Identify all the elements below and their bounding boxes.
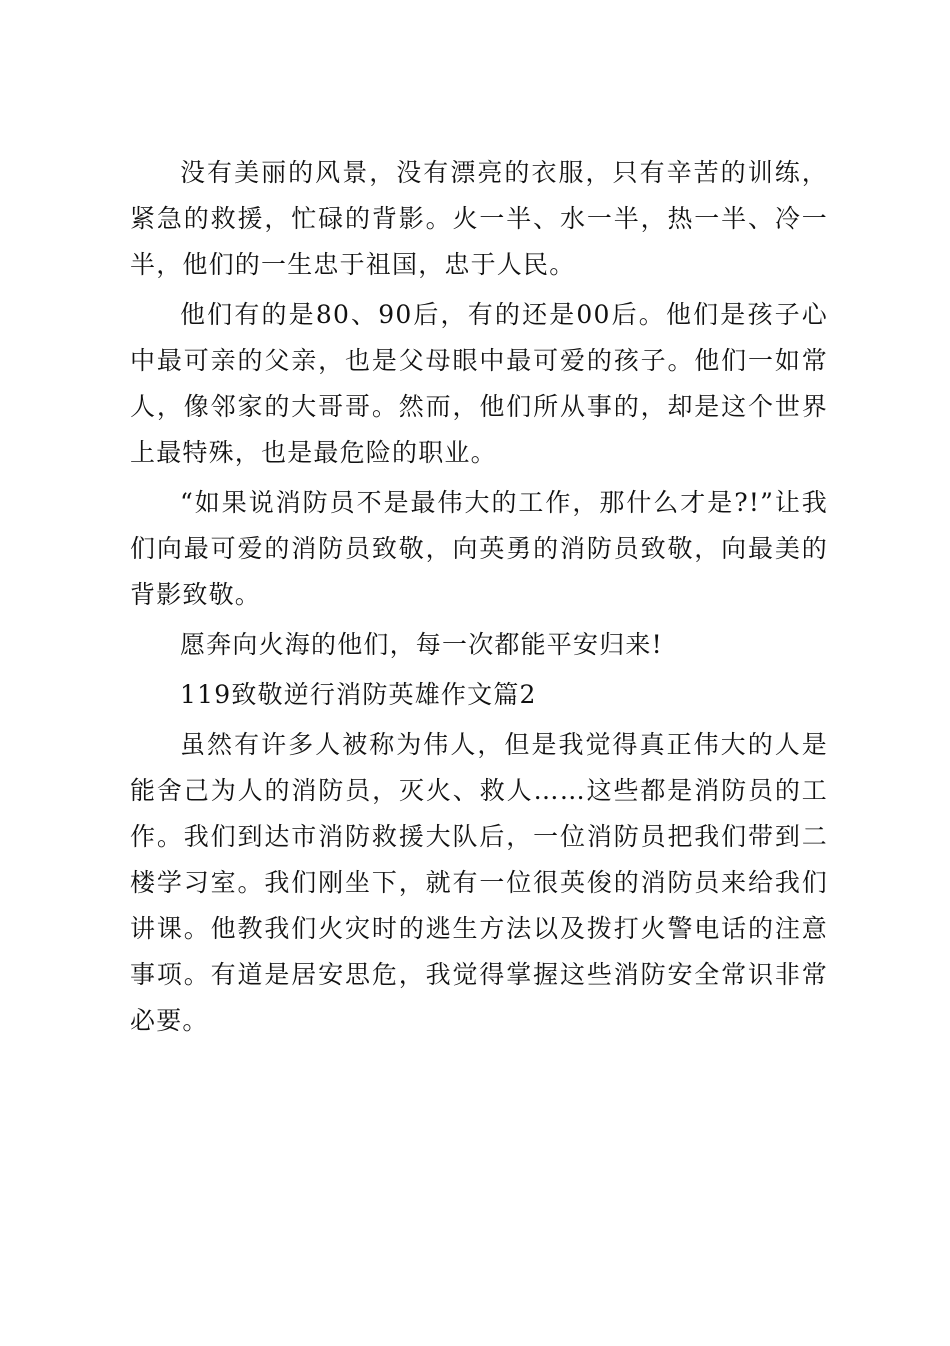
- paragraph-tribute: “如果说消防员不是最伟大的工作，那什么才是?!”让我们向最可爱的消防员致敬，向英勇的消防员致敬，向最美的背影致敬。: [130, 488, 828, 609]
- paragraph-essay-2: 虽然有许多人被称为伟人，但是我觉得真正伟大的人是能舍己为人的消防员，灭火、救人……这些都是消防员的工作。我们到达市消防救援大队后，一位消防员把我们带到二楼学习室。我们刚坐下，就有一位很英俊的消防员来给我们讲课。他教我们火灾时的逃生方法以及拨打火警电话的注意事项。有道是居安思危，我觉得掌握这些消防安全常识非常必要。: [130, 730, 828, 1035]
- section-title: 119致敬逆行消防英雄作文篇2: [180, 680, 537, 709]
- document-body: [130, 150, 828, 1048]
- paragraph-wish: 愿奔向火海的他们，每一次都能平安归来!: [180, 630, 663, 659]
- paragraph-scenery: 没有美丽的风景，没有漂亮的衣服，只有辛苦的训练，紧急的救援，忙碌的背影。火一半、水一半，热一半、冷一半，他们的一生忠于祖国，忠于人民。: [130, 158, 828, 279]
- paragraph-generation: 他们有的是80、90后，有的还是00后。他们是孩子心中最可亲的父亲，也是父母眼中最可爱的孩子。他们一如常人，像邻家的大哥哥。然而，他们所从事的，却是这个世界上最特殊，也是最危险的职业。: [130, 300, 828, 467]
